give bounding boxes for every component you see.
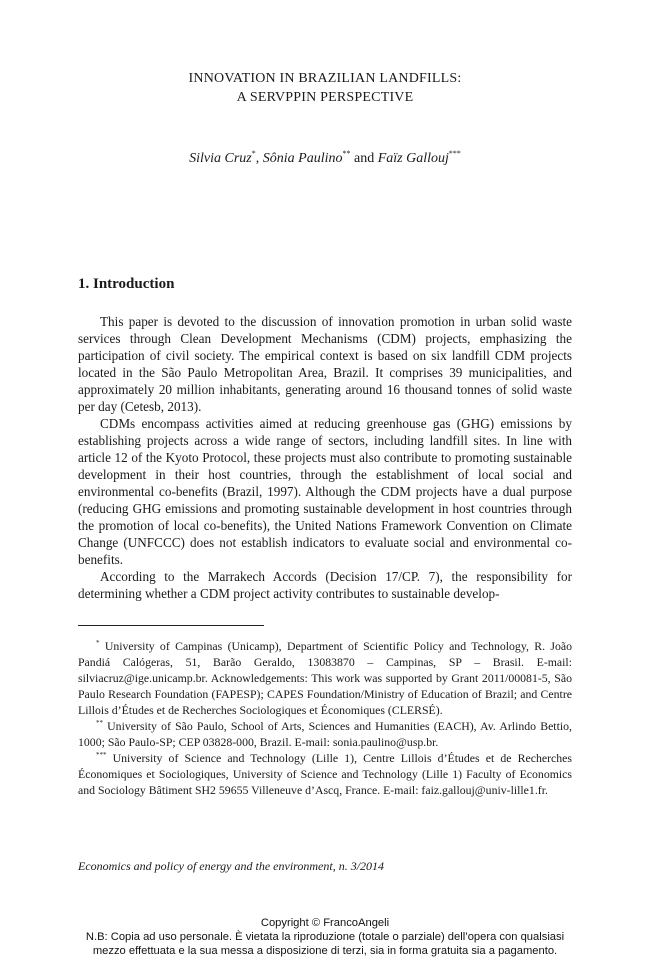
footnote-divider [78,625,264,626]
body-paragraph: According to the Marrakech Accords (Decision 17/CP. 7), the responsibility for determining whether a CDM project activity contributes to sustainable develop- [78,569,572,601]
copyright-line-3: mezzo effettuata e la sua messa a disposizione di terzi, sia in forma gratuita sia a pagamento. [92,945,558,957]
author-2-name: Sônia Paulino [262,151,343,166]
author-3-footnote-mark[interactable]: *** [448,149,461,158]
paper-title-line-2: A SERVPPIN PERSPECTIVE [236,90,414,105]
body-text [78,313,572,602]
author-list [0,151,650,167]
footnote-mark: *** [96,751,107,759]
paper-title [0,69,650,107]
body-paragraph: This paper is devoted to the discussion of innovation promotion in urban solid waste services through Clean Development Mechanisms (CDM) projects, emphasizing the participation of civil society. The empirical context is based on six landfill CDM projects located in the São Paulo Metropolitan Area, Brazil. It comprises 39 municipalities, and approximately 20 million inhabitants, generating around 16 thousand tonnes of solid waste per day (Cetesb, 2013). [78,314,572,414]
footnote-text: University of Science and Technology (Lille 1), Centre Lillois d’Études et de Recherches Économiques et Sociologiques, University of Science and Technology (Lille 1) Faculty of Economics and Sociology Bâtiment SH2 59655 Villeneuve d’Ascq, France. E-mail: faiz.gallouj@univ-lille1.fr. [78,751,572,797]
author-3-name: Faïz Gallouj [377,151,449,166]
author-separator: , [255,151,263,166]
journal-citation: Economics and policy of energy and the environment, n. 3/2014 [78,859,385,873]
author-separator: and [350,151,378,166]
author-1-name: Silvia Cruz [189,151,252,166]
footnote [78,718,572,750]
paper-title-line-1: INNOVATION IN BRAZILIAN LANDFILLS: [188,71,462,86]
footnotes [78,638,572,798]
footnote-text: University of Campinas (Unicamp), Department of Scientific Policy and Technology, R. João Pandiá Calógeras, 51, Barão Geraldo, 13083870 – Campinas, SP – Brasil. E-mail: silviacruz@ige.unicamp.br. Acknowledgements: This work was supported by Grant 2011/00081-5, São Paulo Research Foundation (FAPESP); CAPES Foundation/Ministry of Education of Brazil; and Centre Lillois d’Études et de Recherches Sociologiques et Économiques (CLERSÉ). [78,639,572,717]
author-1-footnote-mark[interactable]: * [251,149,256,158]
footnote-mark: ** [96,719,103,727]
section-heading: 1. Introduction [78,276,175,292]
copyright-line-1: Copyright © FrancoAngeli [260,917,390,929]
footnote-text: University of São Paulo, School of Arts, Sciences and Humanities (EACH), Av. Arlindo Bettio, 1000; São Paulo-SP; CEP 03828-000, Brazil. E-mail: sonia.paulino@usp.br. [78,719,572,749]
footnote [78,750,572,798]
body-paragraph: CDMs encompass activities aimed at reducing greenhouse gas (GHG) emissions by establishing projects across a wide range of sectors, including landfill sites. In line with article 12 of the Kyoto Protocol, these projects must also contribute to promoting sustainable development in their host countries, through the establishment of local social and environmental co-benefits (Brazil, 1997). Although the CDM projects have a dual purpose (reducing GHG emissions and promoting sustainable development in host countries through the promotion of local co-benefits), the United Nations Framework Convention on Climate Change (UNFCCC) does not establish indicators to evaluate social and environmental co-benefits. [78,416,572,567]
copyright-line-2: N.B: Copia ad uso personale. È vietata la riproduzione (totale o parziale) dell’opera con qualsiasi [85,931,565,943]
copyright-notice [0,916,650,958]
footnote [78,638,572,718]
footnote-mark: * [96,639,100,647]
author-2-footnote-mark[interactable]: ** [342,149,351,158]
